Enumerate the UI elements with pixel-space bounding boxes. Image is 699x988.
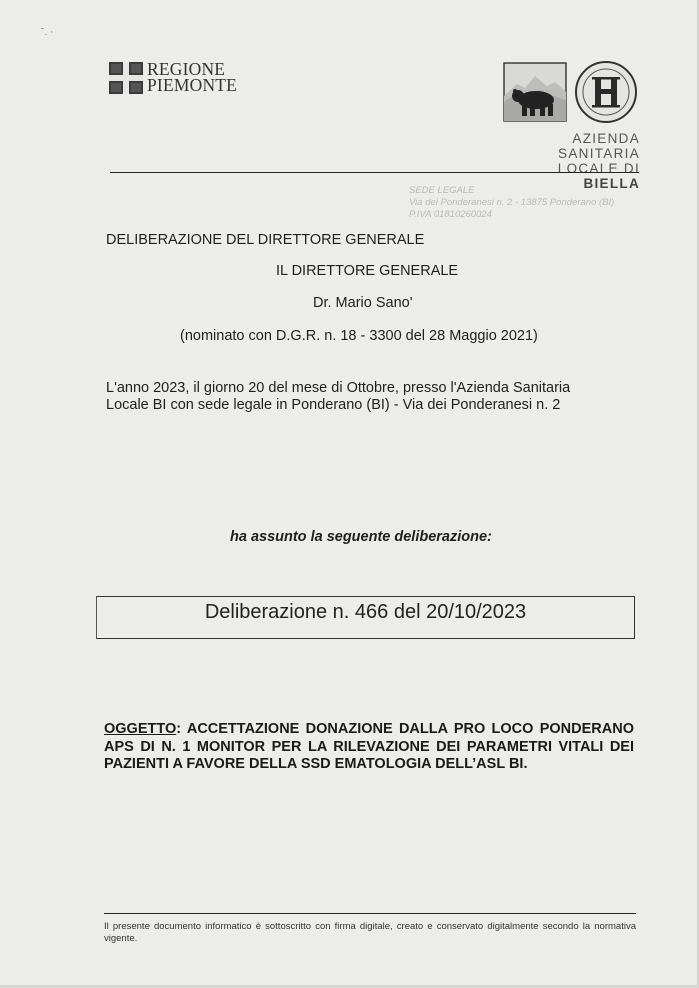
anno-line1: L'anno 2023, il giorno 20 del mese di Ottobre, presso l'Azienda Sanitaria (106, 380, 571, 396)
direttore-name: Dr. Mario Sano' (313, 295, 413, 311)
sede-legale-label: SEDE LEGALE (409, 185, 475, 196)
asl-name-line2-prefix: LOCALE DI (557, 161, 640, 176)
regione-piemonte-wordmark (147, 61, 237, 93)
delibera-number-box (96, 596, 635, 639)
footer-note: Il presente documento informatico è sottoscritto con firma digitale, creato e conservato digitalmente secondo la normativa vigente. (104, 921, 636, 944)
regione-piemonte-logo (109, 60, 239, 100)
direttore-heading: IL DIRETTORE GENERALE (276, 263, 459, 279)
asl-biella-name (500, 131, 640, 191)
anno-line2: Locale BI con sede legale in Ponderano (BI) - Via dei Ponderanesi n. 2 (106, 397, 561, 413)
asl-name-line2-bold: BIELLA (583, 176, 640, 191)
hospital-seal-icon (575, 61, 637, 123)
sede-legale-piva: P.IVA 01810260024 (409, 209, 492, 220)
oggetto-text: ACCETTAZIONE DONAZIONE DALLA PRO LOCO PONDERANO APS DI N. 1 MONITOR PER LA RILEVAZIONE DEI PARAMETRI VITALI DEI PAZIENTI A FAVORE DELLA SSD EMATOLOGIA DELL’ASL BI. (104, 721, 634, 772)
regione-piemonte-flag-icon (109, 62, 143, 94)
oggetto-label: OGGETTO (104, 721, 177, 737)
delibera-number: Deliberazione n. 466 del 20/10/2023 (204, 601, 527, 623)
scan-artifact: ˜. · (40, 28, 54, 38)
oggetto-block: OGGETTO: ACCETTAZIONE DONAZIONE DALLA PRO LOCO PONDERANO APS DI N. 1 MONITOR PER LA RILEVAZIONE DEI PARAMETRI VITALI DEI PAZIENTI A FAVORE DELLA SSD EMATOLOGIA DELL’ASL BI. (104, 721, 634, 772)
asl-name-line1: AZIENDA SANITARIA (558, 131, 640, 161)
sede-legale-address: Via dei Ponderanesi n. 2 - 13875 Ponderano (BI) (409, 197, 615, 208)
sede-legale-block (409, 185, 614, 221)
footer-divider (104, 913, 636, 914)
regione-wordmark-line1: REGIONE (147, 59, 226, 79)
anno-paragraph (106, 380, 570, 414)
deliberazione-title: DELIBERAZIONE DEL DIRETTORE GENERALE (106, 232, 425, 248)
nomina-line: (nominato con D.G.R. n. 18 - 3300 del 28 Maggio 2021) (180, 328, 538, 344)
header-divider (110, 172, 639, 173)
regione-wordmark-line2: PIEMONTE (147, 75, 238, 95)
biella-bear-logo-icon (503, 62, 567, 122)
assunto-line: ha assunto la seguente deliberazione: (230, 529, 492, 545)
